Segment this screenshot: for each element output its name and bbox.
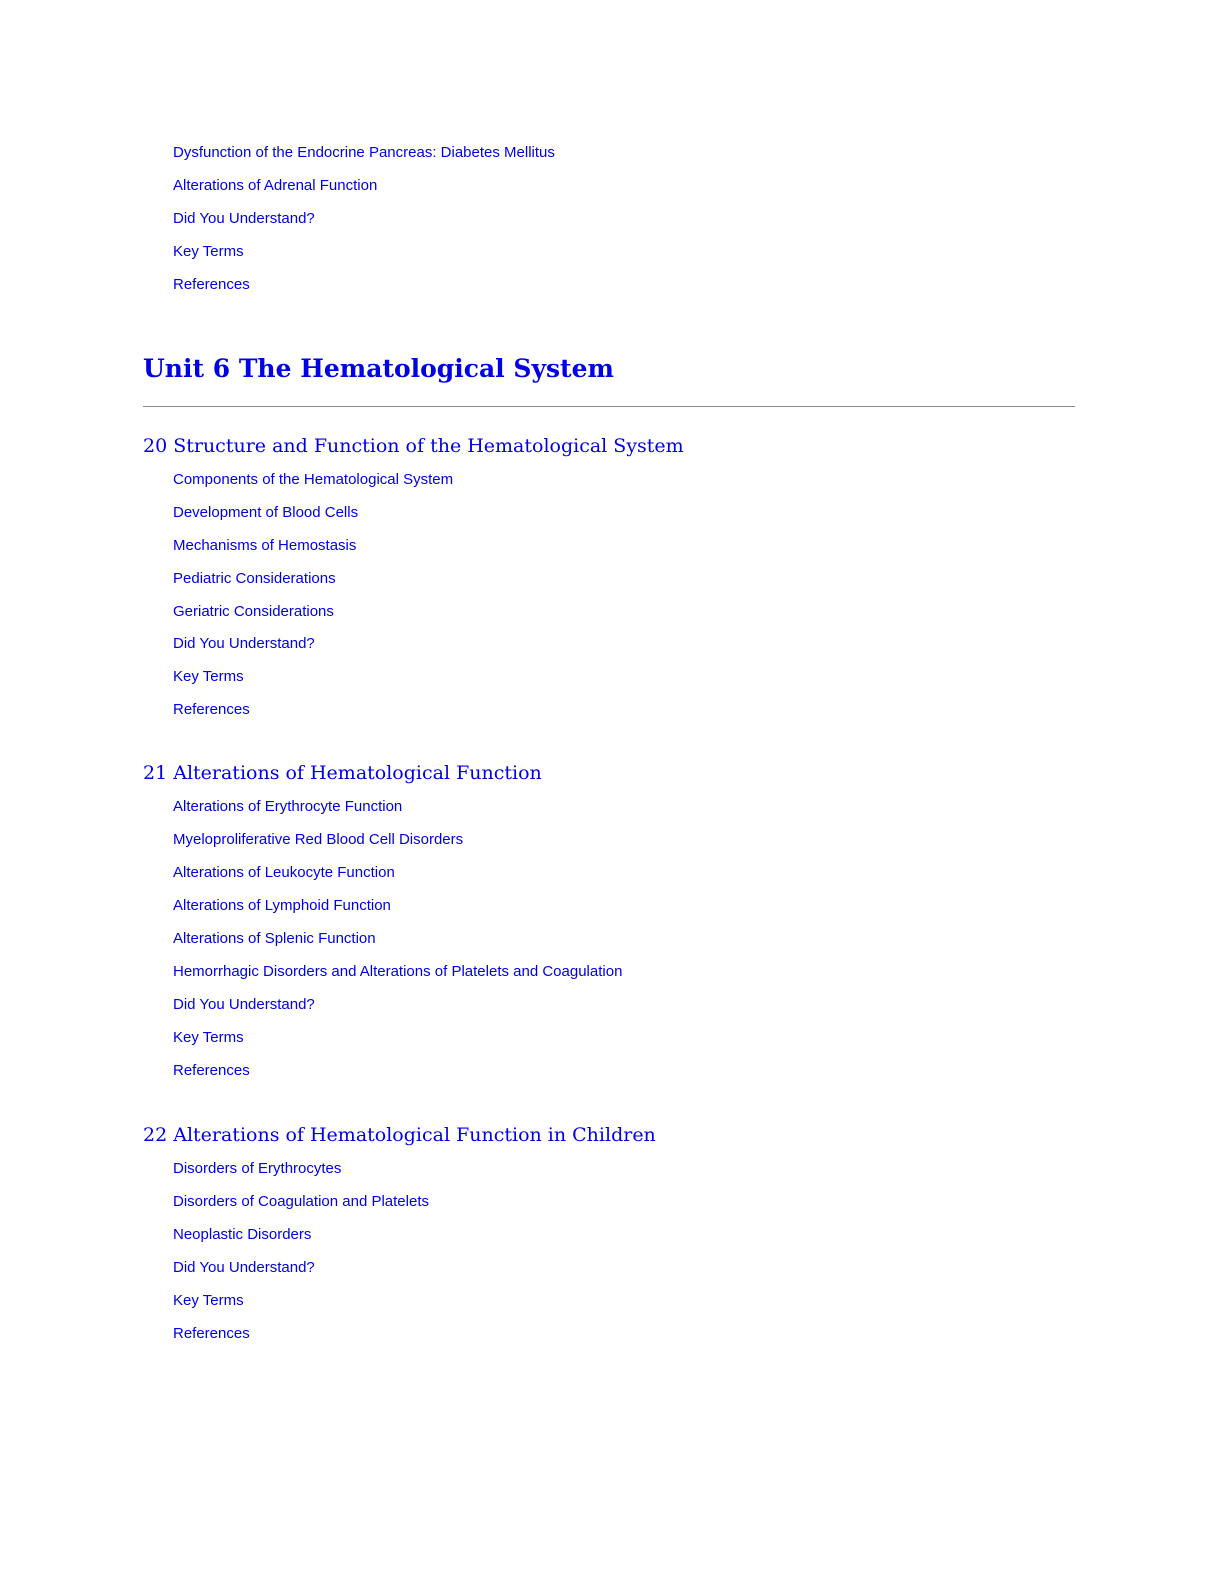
toc-link-key-terms[interactable]: Key Terms: [173, 1292, 244, 1309]
toc-link-references[interactable]: References: [173, 1062, 250, 1079]
toc-link-adrenal-function[interactable]: Alterations of Adrenal Function: [173, 177, 378, 194]
toc-link-myeloproliferative[interactable]: Myeloproliferative Red Blood Cell Disorders: [173, 831, 464, 848]
toc-link-erythrocyte-function[interactable]: Alterations of Erythrocyte Function: [173, 798, 403, 815]
toc-link-coagulation-platelets[interactable]: Disorders of Coagulation and Platelets: [173, 1193, 429, 1210]
chapter-20-title[interactable]: 20 Structure and Function of the Hematological System: [143, 435, 684, 457]
unit-title: Unit 6 The Hematological System: [143, 354, 614, 383]
toc-link-key-terms[interactable]: Key Terms: [173, 668, 244, 685]
toc-link-did-you-understand[interactable]: Did You Understand?: [173, 635, 315, 652]
toc-link-references[interactable]: References: [173, 276, 250, 293]
toc-link-lymphoid-function[interactable]: Alterations of Lymphoid Function: [173, 897, 391, 914]
toc-link-hemorrhagic-disorders[interactable]: Hemorrhagic Disorders and Alterations of Platelets and Coagulation: [173, 963, 623, 980]
toc-link-pediatric[interactable]: Pediatric Considerations: [173, 570, 336, 587]
toc-link-did-you-understand[interactable]: Did You Understand?: [173, 1259, 315, 1276]
toc-link-disorders-erythrocytes[interactable]: Disorders of Erythrocytes: [173, 1160, 342, 1177]
toc-link-key-terms[interactable]: Key Terms: [173, 243, 244, 260]
chapter-22-title[interactable]: 22 Alterations of Hematological Function in Children: [143, 1124, 656, 1146]
toc-link-development-blood-cells[interactable]: Development of Blood Cells: [173, 504, 359, 521]
chapter-21-title[interactable]: 21 Alterations of Hematological Function: [143, 762, 542, 784]
toc-link-neoplastic[interactable]: Neoplastic Disorders: [173, 1226, 312, 1243]
toc-link-splenic-function[interactable]: Alterations of Splenic Function: [173, 930, 376, 947]
toc-link-did-you-understand[interactable]: Did You Understand?: [173, 996, 315, 1013]
toc-link-references[interactable]: References: [173, 1325, 250, 1342]
toc-link-references[interactable]: References: [173, 701, 250, 718]
toc-link-geriatric[interactable]: Geriatric Considerations: [173, 603, 334, 620]
toc-link-leukocyte-function[interactable]: Alterations of Leukocyte Function: [173, 864, 395, 881]
toc-link-did-you-understand[interactable]: Did You Understand?: [173, 210, 315, 227]
toc-link-diabetes-mellitus[interactable]: Dysfunction of the Endocrine Pancreas: Diabetes Mellitus: [173, 144, 555, 161]
toc-link-hemostasis[interactable]: Mechanisms of Hemostasis: [173, 537, 357, 554]
toc-link-key-terms[interactable]: Key Terms: [173, 1029, 244, 1046]
unit-divider: [143, 406, 1075, 407]
toc-link-components[interactable]: Components of the Hematological System: [173, 471, 454, 488]
